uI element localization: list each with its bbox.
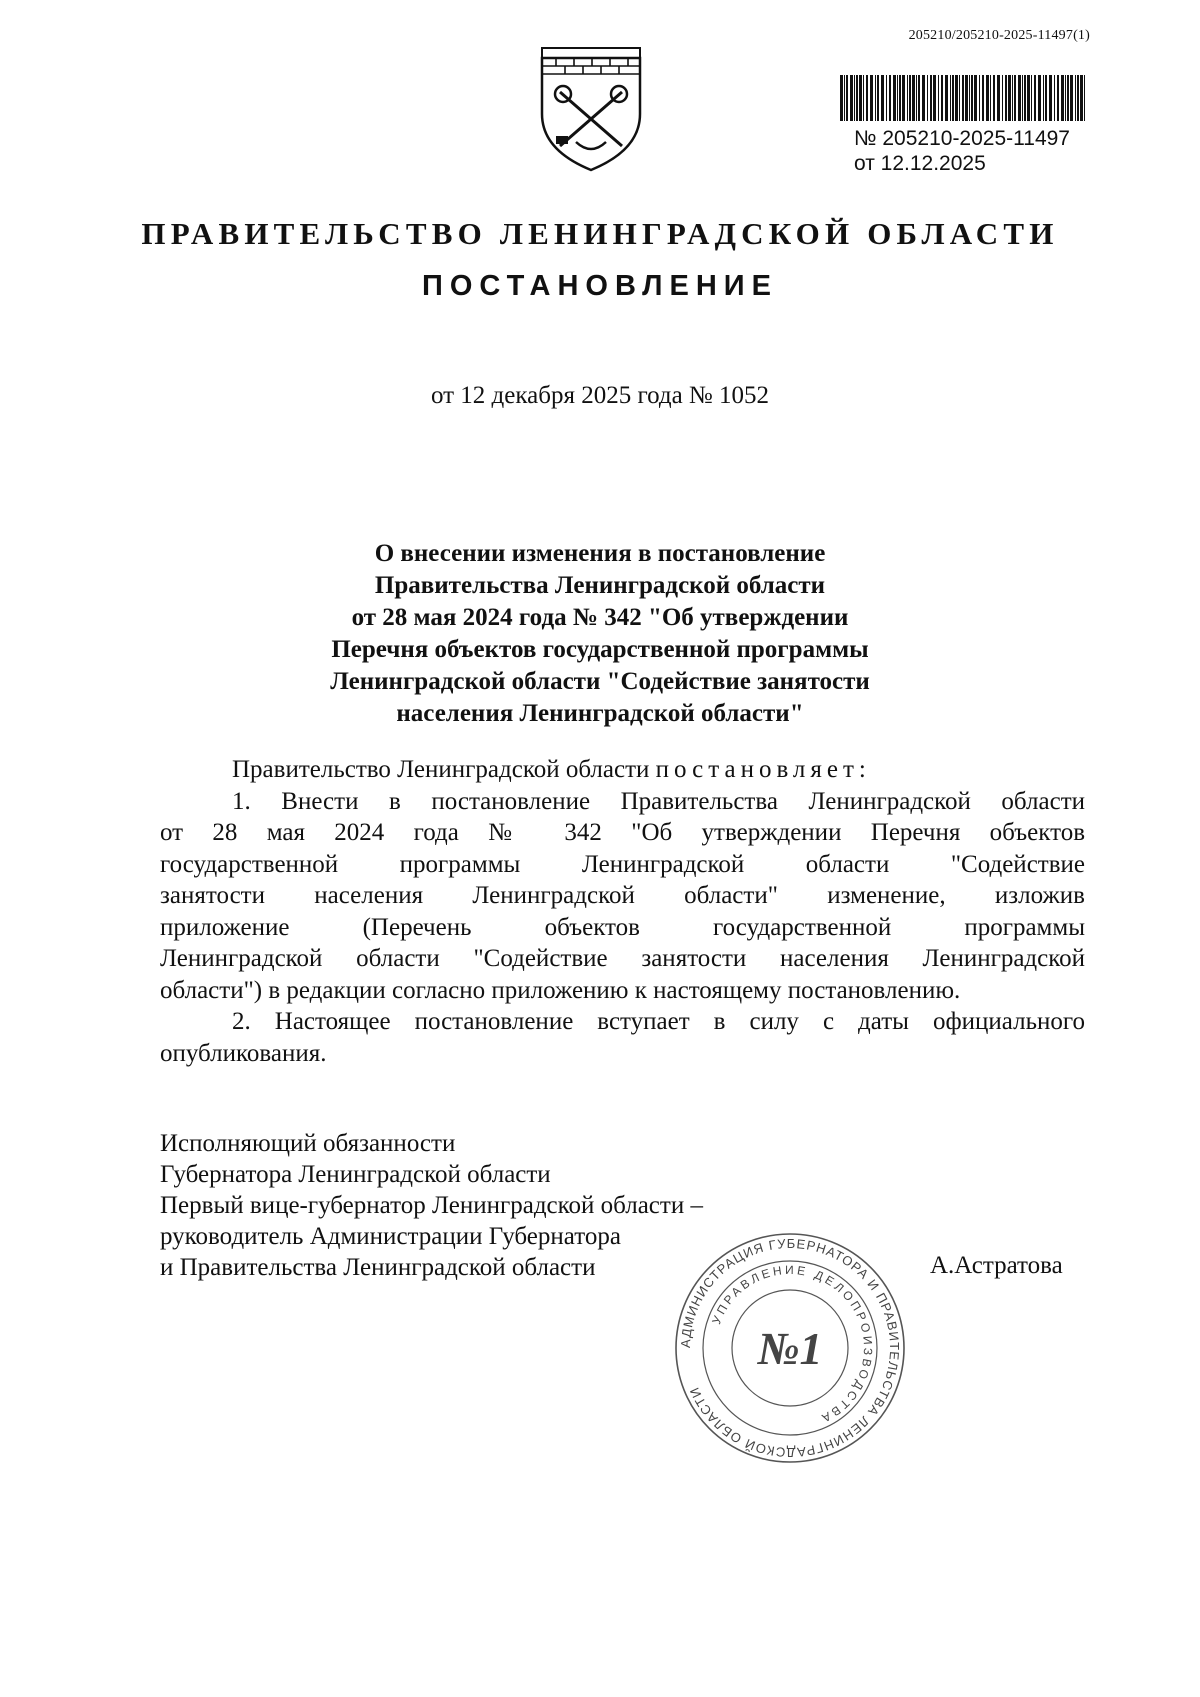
barcode-bar [1022, 75, 1023, 121]
document-type: ПОСТАНОВЛЕНИЕ [422, 270, 778, 302]
barcode-bar [1061, 75, 1064, 121]
subject-line: Правительства Ленинградской области [374, 572, 826, 599]
barcode-bar [918, 75, 920, 121]
preamble-subject: Правительство Ленинградской области [232, 756, 650, 783]
registration-block [854, 126, 1070, 176]
barcode-bar [1038, 75, 1041, 121]
subject-line: населения Ленинградской области" [396, 700, 804, 727]
coat-of-arms-icon [536, 44, 646, 174]
barcode-bar [1034, 75, 1036, 121]
barcode-bar [1031, 75, 1032, 121]
barcode-bar [1027, 75, 1030, 121]
subject-line: Ленинградской области "Содействие занятости [330, 668, 870, 695]
barcode-bar [1045, 75, 1047, 121]
barcode-bar [912, 75, 915, 121]
barcode-bar [1077, 75, 1079, 121]
item1-line: от 28 мая 2024 года № 342 "Об утверждении Перечня объектов [160, 819, 1085, 846]
barcode-bar [881, 75, 884, 121]
barcode-bar [930, 75, 932, 121]
subject-line: от 28 мая 2024 года № 342 "Об утверждении [351, 604, 849, 631]
signature-position-line: и Правительства Ленинградской области [160, 1254, 596, 1281]
barcode-bar [1070, 75, 1073, 121]
barcode-bar [1080, 75, 1083, 121]
barcode-bar [844, 75, 845, 121]
subject-line: Перечня объектов государственной программы [331, 636, 869, 663]
signer-name: А.Астратова [930, 1252, 1063, 1279]
item1-line: приложение (Перечень объектов государственной программы [160, 913, 1085, 941]
barcode-bar [840, 75, 843, 121]
government-title: ПРАВИТЕЛЬСТВО ЛЕНИНГРАДСКОЙ ОБЛАСТИ [141, 216, 1059, 251]
barcode-bar [863, 75, 864, 121]
barcode-bar [889, 75, 891, 121]
barcode-bar [955, 75, 958, 121]
barcode-bar [1043, 75, 1044, 121]
barcode-bar [974, 75, 977, 121]
barcode-bar [897, 75, 898, 121]
barcode-bar [899, 75, 901, 121]
barcode-bar [1024, 75, 1026, 121]
barcode-bar [877, 75, 879, 121]
barcode-bar [902, 75, 905, 121]
barcode-bar [1084, 75, 1085, 121]
barcode-bar [982, 75, 984, 121]
barcode-bar [859, 75, 862, 121]
barcode [838, 75, 1090, 121]
preamble [160, 754, 1085, 786]
item1-line: занятости населения Ленинградской области" изменение, изложив [160, 882, 1085, 909]
barcode-bar [875, 75, 876, 121]
item1-line: области") в редакции согласно приложению к настоящему постановлению. [160, 976, 961, 1004]
document-subject [0, 538, 1200, 730]
signature-block [160, 1128, 703, 1283]
barcode-bar [1067, 75, 1069, 121]
barcode-bar [893, 75, 896, 121]
item2-line: опубликования. [160, 1039, 327, 1067]
document-body [160, 754, 1085, 1069]
barcode-bar [965, 75, 968, 121]
barcode-bar [1075, 75, 1076, 121]
barcode-bar [909, 75, 911, 121]
item1-line: 1. Внести в постановление Правительства Ленинградской области [232, 787, 1085, 815]
barcode-bar [850, 75, 853, 121]
signature-position-line: Исполняющий обязанности [160, 1130, 456, 1157]
document-date-number: от 12 декабря 2025 года № 1052 [430, 382, 770, 409]
barcode-bar [990, 75, 991, 121]
barcode-bar [938, 75, 939, 121]
barcode-bar [952, 75, 954, 121]
document-code: 205210/205210-2025-11497(1) [908, 28, 1090, 43]
barcode-bar [950, 75, 951, 121]
barcode-bar [945, 75, 948, 121]
barcode-bar [856, 75, 858, 121]
barcode-bar [1065, 75, 1066, 121]
stamp-center-text: №1 [757, 1323, 823, 1374]
barcode-bar [969, 75, 970, 121]
barcode-bar [886, 75, 887, 121]
barcode-bar [1005, 75, 1007, 121]
barcode-bar [959, 75, 960, 121]
barcode-bar [846, 75, 848, 121]
barcode-bar [927, 75, 928, 121]
item2-line: 2. Настоящее постановление вступает в силу с даты официального [232, 1008, 1085, 1035]
barcode-bar [997, 75, 1000, 121]
barcode-bar [1002, 75, 1003, 121]
barcode-bar [941, 75, 943, 121]
barcode-bar [907, 75, 908, 121]
barcode-bar [1057, 75, 1059, 121]
barcode-bar [1012, 75, 1013, 121]
barcode-bar [933, 75, 936, 121]
barcode-bar [1014, 75, 1016, 121]
stamp-inner-text: УПРАВЛЕНИЕ ДЕЛОПРОИЗВОДСТВА [709, 1262, 876, 1427]
barcode-bar [1018, 75, 1021, 121]
barcode-bar [986, 75, 989, 121]
preamble-verb: постановляет: [655, 756, 871, 783]
barcode-bar [866, 75, 868, 121]
signature-position-line: Первый вице-губернатор Ленинградской области – [160, 1192, 703, 1219]
barcode-bar [962, 75, 964, 121]
barcode-bar [1049, 75, 1052, 121]
item1-line: государственной программы Ленинградской области "Содействие [160, 850, 1085, 878]
barcode-bar [870, 75, 873, 121]
barcode-bar [854, 75, 855, 121]
signature-position-line: руководитель Администрации Губернатора [160, 1223, 621, 1250]
barcode-bar [916, 75, 917, 121]
stamp-outer-text: АДМИНИСТРАЦИЯ ГУБЕРНАТОРА И ПРАВИТЕЛЬСТВА ЛЕНИНГРАДСКОЙ ОБЛАСТИ [677, 1235, 903, 1461]
barcode-bar [922, 75, 925, 121]
signature-position-line: Губернатора Ленинградской области [160, 1161, 551, 1188]
barcode-bar [971, 75, 973, 121]
registration-number: № 205210-2025-11497 [854, 127, 1070, 150]
subject-line: О внесении изменения в постановление [374, 540, 826, 567]
barcode-bar [1008, 75, 1011, 121]
official-stamp [670, 1228, 910, 1468]
barcode-bar [993, 75, 995, 121]
barcode-bar [1054, 75, 1055, 121]
barcode-bar [979, 75, 980, 121]
item1-line: Ленинградской области "Содействие занятости населения Ленинградской [160, 945, 1085, 972]
registration-date: от 12.12.2025 [854, 152, 986, 175]
